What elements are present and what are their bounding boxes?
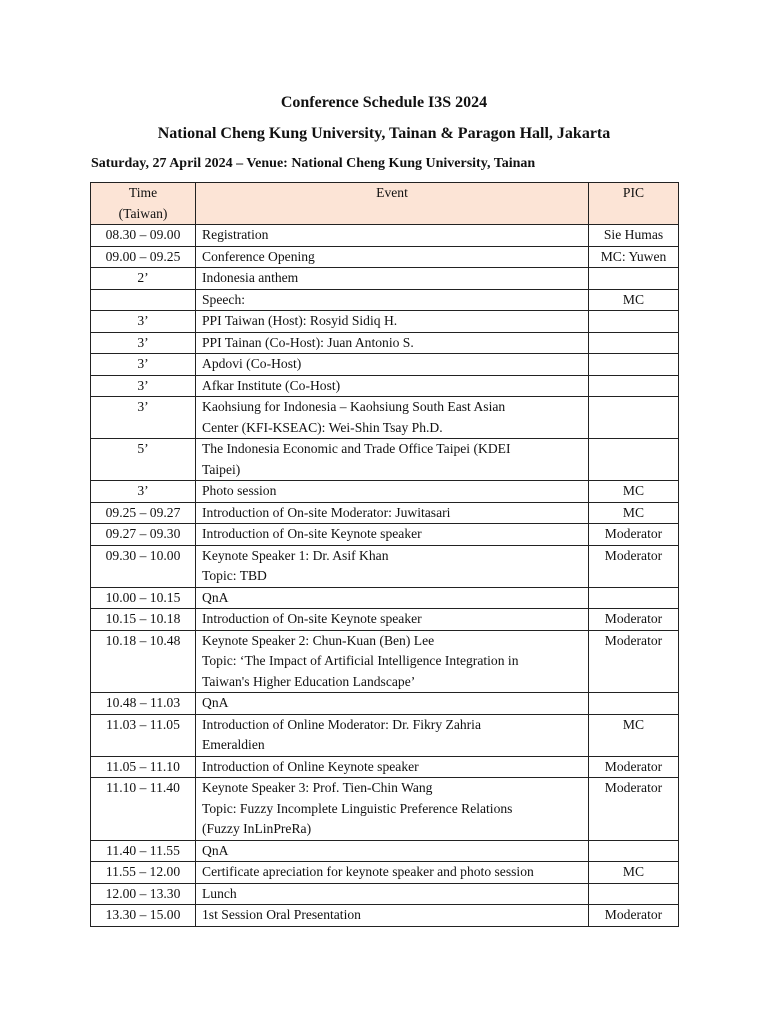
row-pic: Moderator	[589, 778, 679, 841]
row-time: 09.30 – 10.00	[91, 545, 196, 587]
row-pic: Moderator	[589, 524, 679, 546]
row-event	[196, 587, 589, 609]
table-row	[91, 502, 679, 524]
row-pic	[589, 354, 679, 376]
row-pic	[589, 268, 679, 290]
schedule-body	[91, 225, 679, 927]
row-time: 12.00 – 13.30	[91, 883, 196, 905]
row-pic: MC	[589, 289, 679, 311]
row-pic	[589, 397, 679, 439]
row-time: 08.30 – 09.00	[91, 225, 196, 247]
table-row	[91, 905, 679, 927]
row-time: 09.25 – 09.27	[91, 502, 196, 524]
row-pic: MC	[589, 502, 679, 524]
table-row	[91, 693, 679, 715]
row-time: 3’	[91, 311, 196, 333]
event-line: Introduction of Online Moderator: Dr. Fikry Zahria	[202, 716, 481, 732]
row-pic	[589, 883, 679, 905]
event-line: Kaohsiung for Indonesia – Kaohsiung South East Asian	[202, 399, 506, 414]
header-time-line1: Time	[128, 185, 158, 200]
table-row	[91, 354, 679, 376]
header-time	[91, 183, 196, 225]
row-event	[196, 397, 589, 439]
event-line: The Indonesia Economic and Trade Office Taipei (KDEI	[202, 441, 511, 456]
row-time: 09.00 – 09.25	[91, 246, 196, 268]
table-row	[91, 587, 679, 609]
table-row	[91, 883, 679, 905]
row-event	[196, 439, 589, 481]
row-pic: MC	[589, 862, 679, 884]
row-event	[196, 502, 589, 524]
table-row	[91, 545, 679, 587]
row-time: 3’	[91, 354, 196, 376]
row-pic: Sie Humas	[589, 225, 679, 247]
event-line: Topic: ‘The Impact of Artificial Intelligence Integration in	[202, 653, 519, 668]
table-row	[91, 225, 679, 247]
row-event	[196, 756, 589, 778]
event-line: PPI Tainan (Co-Host): Juan Antonio S.	[202, 334, 414, 350]
row-time: 3’	[91, 397, 196, 439]
row-event	[196, 840, 589, 862]
event-line: Lunch	[202, 885, 237, 901]
table-row	[91, 714, 679, 756]
table-row	[91, 375, 679, 397]
row-event	[196, 289, 589, 311]
event-line: (Fuzzy InLinPreRa)	[202, 821, 312, 836]
row-pic	[589, 693, 679, 715]
row-pic: Moderator	[589, 756, 679, 778]
row-time: 2’	[91, 268, 196, 290]
row-event	[196, 693, 589, 715]
table-row	[91, 439, 679, 481]
event-line: Speech:	[202, 291, 246, 307]
row-event	[196, 862, 589, 884]
row-time: 5’	[91, 439, 196, 481]
row-event	[196, 375, 589, 397]
row-event	[196, 630, 589, 693]
table-row	[91, 311, 679, 333]
row-pic	[589, 375, 679, 397]
row-pic	[589, 311, 679, 333]
row-event	[196, 225, 589, 247]
row-event	[196, 311, 589, 333]
row-time: 10.18 – 10.48	[91, 630, 196, 693]
table-header-row	[91, 183, 679, 225]
row-time: 3’	[91, 481, 196, 503]
event-line: Center (KFI-KSEAC): Wei-Shin Tsay Ph.D.	[202, 419, 443, 435]
row-pic: MC	[589, 714, 679, 756]
event-line: Introduction of On-site Keynote speaker	[202, 611, 422, 626]
row-time: 10.00 – 10.15	[91, 587, 196, 609]
row-time: 09.27 – 09.30	[91, 524, 196, 546]
row-time: 11.40 – 11.55	[91, 840, 196, 862]
row-pic	[589, 840, 679, 862]
table-row	[91, 840, 679, 862]
row-pic: MC	[589, 481, 679, 503]
row-event	[196, 354, 589, 376]
event-line: Taipei)	[202, 461, 241, 477]
event-line: Introduction of On-site Keynote speaker	[202, 526, 422, 541]
row-pic	[589, 587, 679, 609]
row-pic: MC: Yuwen	[589, 246, 679, 268]
row-time: 11.55 – 12.00	[91, 862, 196, 884]
row-pic	[589, 332, 679, 354]
row-pic: Moderator	[589, 630, 679, 693]
table-row	[91, 481, 679, 503]
table-row	[91, 289, 679, 311]
table-row	[91, 862, 679, 884]
row-pic: Moderator	[589, 905, 679, 927]
row-time: 11.03 – 11.05	[91, 714, 196, 756]
row-time: 10.48 – 11.03	[91, 693, 196, 715]
row-time: 11.10 – 11.40	[91, 778, 196, 841]
row-event	[196, 524, 589, 546]
row-event	[196, 609, 589, 631]
table-row	[91, 524, 679, 546]
row-time: 3’	[91, 332, 196, 354]
row-event	[196, 268, 589, 290]
header-pic: PIC	[589, 183, 679, 225]
event-line: QnA	[202, 842, 229, 858]
event-line: Emeraldien	[202, 737, 265, 752]
event-line: PPI Taiwan (Host): Rosyid Sidiq H.	[202, 313, 398, 328]
row-pic: Moderator	[589, 609, 679, 631]
row-pic	[589, 439, 679, 481]
event-line: QnA	[202, 589, 229, 605]
event-line: Registration	[202, 227, 269, 242]
event-line: Certificate apreciation for keynote speaker and photo session	[202, 864, 534, 879]
row-pic: Moderator	[589, 545, 679, 587]
event-line: Photo session	[202, 483, 277, 498]
table-row	[91, 630, 679, 693]
table-row	[91, 268, 679, 290]
table-row	[91, 397, 679, 439]
row-time: 10.15 – 10.18	[91, 609, 196, 631]
row-event	[196, 714, 589, 756]
event-line: Taiwan's Higher Education Landscape’	[202, 673, 416, 689]
event-line: Keynote Speaker 3: Prof. Tien-Chin Wang	[202, 780, 433, 795]
row-event	[196, 883, 589, 905]
row-event	[196, 481, 589, 503]
event-line: 1st Session Oral Presentation	[202, 907, 361, 922]
table-row	[91, 246, 679, 268]
document-title: Conference Schedule I3S 2024	[280, 94, 488, 111]
row-time: 11.05 – 11.10	[91, 756, 196, 778]
row-event	[196, 778, 589, 841]
event-line: Conference Opening	[202, 248, 315, 264]
event-line: Keynote Speaker 2: Chun-Kuan (Ben) Lee	[202, 632, 435, 648]
row-event	[196, 905, 589, 927]
document-subtitle: National Cheng Kung University, Tainan & Paragon Hall, Jakarta	[157, 125, 611, 142]
header-time-line2: (Taiwan)	[118, 205, 168, 221]
schedule-table	[90, 182, 679, 927]
table-row	[91, 609, 679, 631]
row-time	[91, 289, 196, 311]
row-time: 3’	[91, 375, 196, 397]
event-line: QnA	[202, 695, 229, 710]
table-row	[91, 756, 679, 778]
event-line: Introduction of On-site Moderator: Juwitasari	[202, 504, 451, 520]
event-line: Topic: Fuzzy Incomplete Linguistic Preference Relations	[202, 800, 513, 816]
header-event: Event	[196, 183, 589, 225]
event-line: Introduction of Online Keynote speaker	[202, 758, 419, 774]
event-line: Apdovi (Co-Host)	[202, 356, 302, 371]
event-line: Indonesia anthem	[202, 270, 299, 285]
event-line: Afkar Institute (Co-Host)	[202, 377, 341, 393]
table-row	[91, 778, 679, 841]
day-venue-line: Saturday, 27 April 2024 – Venue: National Cheng Kung University, Tainan	[91, 156, 536, 171]
table-row	[91, 332, 679, 354]
event-line: Topic: TBD	[202, 568, 267, 583]
row-event	[196, 246, 589, 268]
row-event	[196, 332, 589, 354]
event-line: Keynote Speaker 1: Dr. Asif Khan	[202, 547, 389, 563]
row-event	[196, 545, 589, 587]
row-time: 13.30 – 15.00	[91, 905, 196, 927]
